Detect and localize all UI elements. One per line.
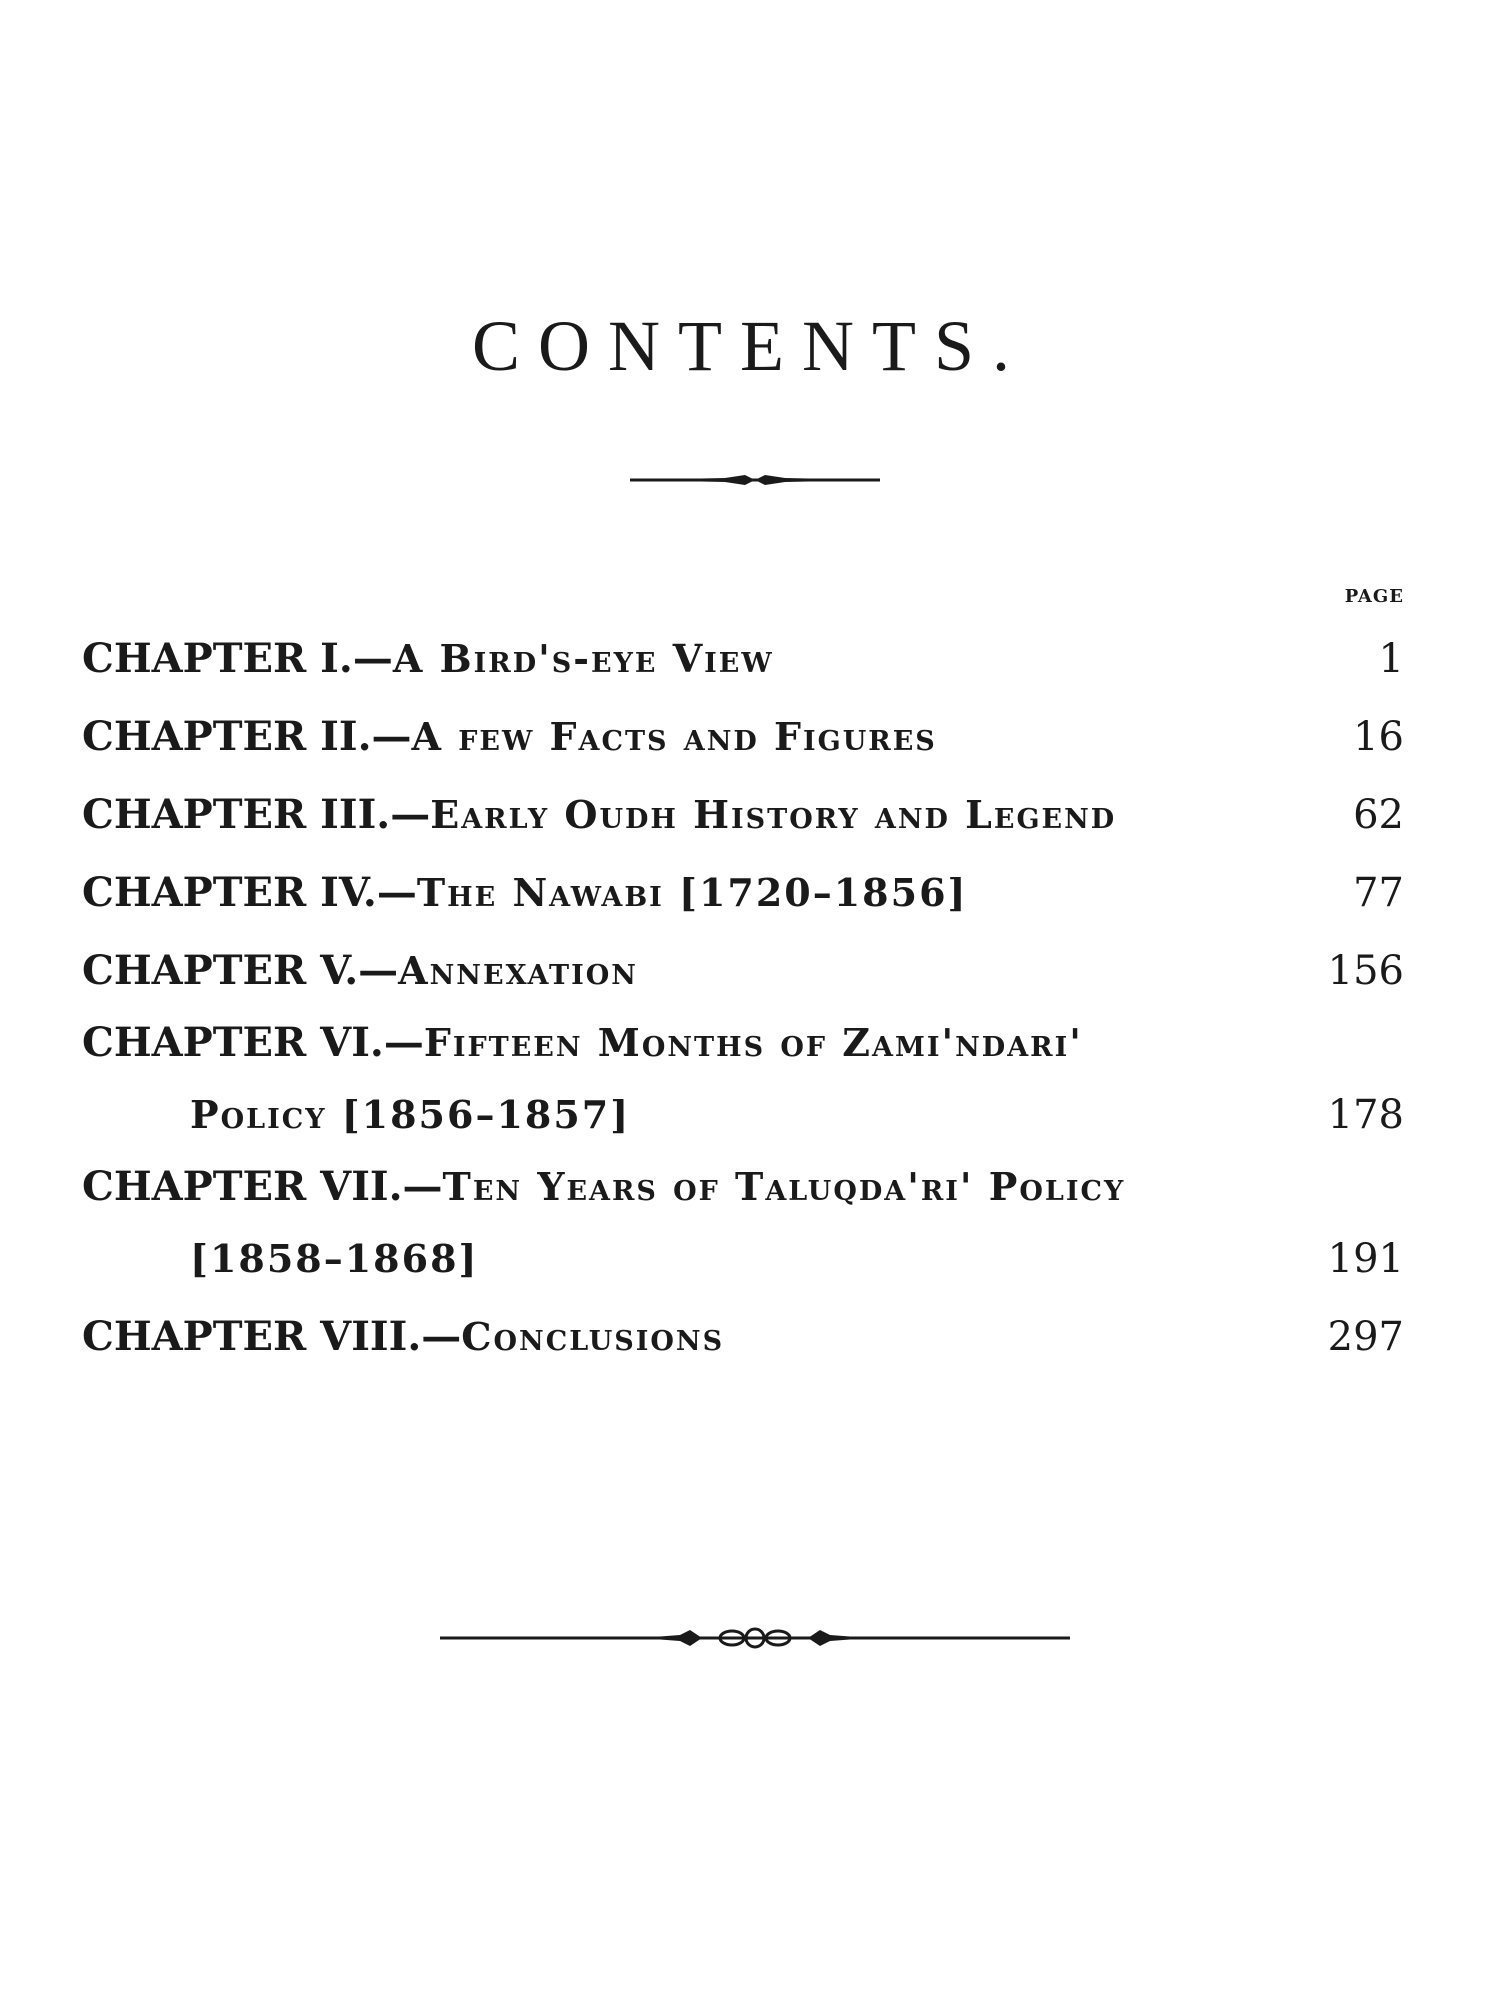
page-number: 297 [1327,1314,1404,1360]
toc-entry-7: CHAPTER VII.—Ten Years of Taluqda'ri' Policy [82,1163,1126,1210]
toc-entry-1: CHAPTER I.—A Bird's-eye View 1 [82,620,1404,698]
page-number: 156 [1327,948,1404,994]
page-number: 62 [1353,792,1404,838]
toc-entry-2: CHAPTER II.—A few Facts and Figures 16 [82,698,1404,776]
page-column-heading: PAGE [1344,586,1404,607]
toc-entry-7-continued: [1858–1868] 191 [82,1220,1404,1298]
page-number: 77 [1353,870,1404,916]
table-of-contents [82,620,1404,1376]
page-number: 16 [1353,714,1404,760]
page-title: CONTENTS. [472,306,1028,386]
bottom-ornamental-rule [440,1618,1070,1658]
toc-entry-8: CHAPTER VIII.—Conclusions 297 [82,1298,1404,1376]
toc-entry-3: CHAPTER III.—Early Oudh History and Legend 62 [82,776,1404,854]
page-number: 191 [1327,1236,1404,1282]
toc-entry-4: CHAPTER IV.—The Nawabi [1720–1856] 77 [82,854,1404,932]
top-ornamental-rule [630,465,880,495]
toc-entry-5: CHAPTER V.—Annexation 156 [82,932,1404,1010]
page-number: 1 [1378,636,1404,682]
page-number: 178 [1327,1092,1404,1138]
toc-entry-6: CHAPTER VI.—Fifteen Months of Zami'ndari' [82,1019,1083,1066]
toc-entry-6-continued: Policy [1856–1857] 178 [82,1076,1404,1154]
